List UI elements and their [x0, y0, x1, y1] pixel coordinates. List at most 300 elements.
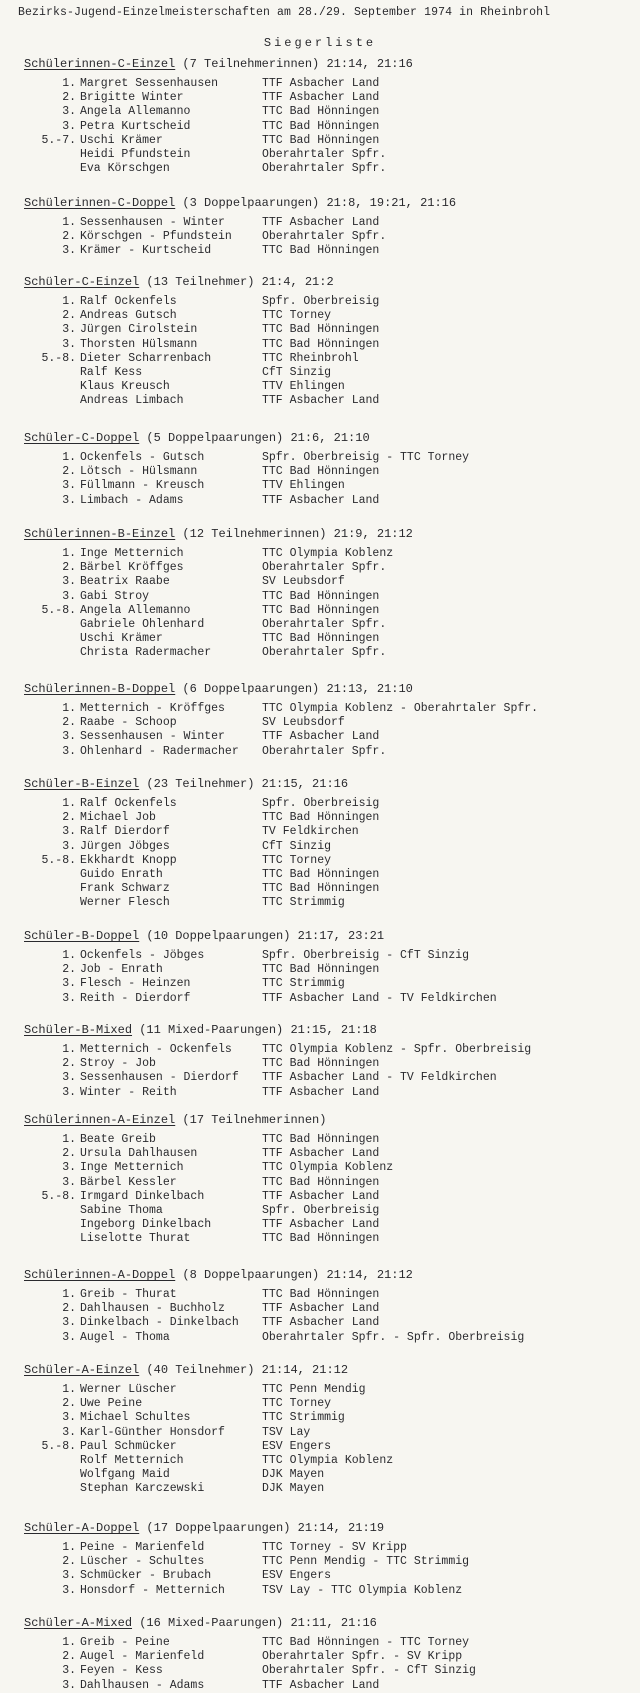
result-row	[0, 1086, 640, 1100]
club-name: TTC Bad Hönningen	[262, 465, 380, 479]
section-heading	[24, 1616, 377, 1630]
player-name: Michael Schultes	[80, 1411, 191, 1425]
placement: 3.	[62, 1411, 76, 1425]
result-row	[0, 590, 640, 604]
player-name: Stroy - Job	[80, 1057, 156, 1071]
section-title: Schüler-C-Doppel	[24, 431, 140, 445]
section-heading	[24, 57, 413, 71]
player-name: Honsdorf - Metternich	[80, 1583, 225, 1597]
club-name: CfT Sinzig	[262, 839, 332, 853]
placement: 3.	[62, 1175, 76, 1189]
result-row	[0, 1468, 640, 1482]
club-name: Spfr. Oberbreisig	[262, 295, 380, 308]
player-name: Andreas Gutsch	[80, 309, 177, 323]
placement: 2.	[62, 561, 76, 575]
player-name: Stephan Karczewski	[80, 1482, 205, 1496]
section-heading	[24, 682, 413, 696]
player-name: Greib - Thurat	[80, 1288, 177, 1301]
result-row	[0, 575, 640, 589]
club-name: TTF Asbacher Land	[262, 493, 380, 507]
result-row	[0, 91, 640, 105]
placement: 3.	[62, 323, 76, 337]
club-name: TTC Bad Hönningen	[262, 1057, 380, 1071]
player-name: Füllmann - Kreusch	[80, 479, 205, 493]
placement: 3.	[62, 493, 76, 507]
result-row	[0, 1383, 640, 1397]
placement: 2.	[62, 1302, 76, 1316]
result-row	[0, 120, 640, 134]
player-name: Uschi Krämer	[80, 632, 163, 646]
club-name: Oberahrtaler Spfr.	[262, 561, 387, 575]
player-name: Ralf Ockenfels	[80, 295, 177, 308]
club-name: ESV Engers	[262, 1439, 332, 1453]
section-heading	[24, 527, 413, 541]
placement: 1.	[62, 1288, 76, 1301]
player-name: Bärbel Kröffges	[80, 561, 184, 575]
club-name: TTC Bad Hönningen	[262, 323, 380, 337]
player-name: Beate Greib	[80, 1133, 156, 1146]
placement: 1.	[62, 216, 76, 229]
result-row	[0, 702, 640, 716]
player-name: Uwe Peine	[80, 1397, 143, 1411]
club-name: TTC Olympia Koblenz	[262, 547, 394, 560]
club-name: TTC Torney	[262, 309, 332, 323]
placement: 3.	[62, 730, 76, 744]
club-name: TTF Asbacher Land	[262, 1316, 380, 1330]
player-name: Raabe - Schoop	[80, 716, 177, 730]
player-name: Ralf Kess	[80, 366, 143, 379]
player-name: Angela Allemanno	[80, 105, 191, 119]
placement: 5.-8.	[41, 1439, 76, 1453]
placement: 1.	[62, 797, 76, 810]
club-name: Oberahrtaler Spfr. - SV Kripp	[262, 1650, 463, 1664]
placement: 3.	[62, 1330, 76, 1344]
section-title: Schülerinnen-B-Einzel	[24, 527, 176, 541]
placement: 3.	[62, 1664, 76, 1678]
player-name: Brigitte Winter	[80, 91, 184, 105]
player-name: Andreas Limbach	[80, 394, 184, 408]
result-row	[0, 1397, 640, 1411]
placement: 5.-8.	[41, 603, 76, 617]
placement: 3.	[62, 1678, 76, 1692]
placement: 2.	[62, 716, 76, 730]
club-name: TTF Asbacher Land	[262, 77, 380, 90]
section-heading	[24, 929, 384, 943]
club-name: TTF Asbacher Land	[262, 730, 380, 744]
placement: 3.	[62, 1161, 76, 1175]
player-name: Ekkhardt Knopp	[80, 853, 177, 867]
club-name: TTF Asbacher Land	[262, 1678, 380, 1692]
placement: 1.	[62, 702, 76, 715]
player-name: Augel - Marienfeld	[80, 1650, 205, 1664]
club-name: Oberahrtaler Spfr.	[262, 744, 387, 758]
result-row	[0, 882, 640, 896]
result-row	[0, 868, 640, 882]
club-name: TTC Bad Hönningen	[262, 119, 380, 133]
player-name: Limbach - Adams	[80, 493, 184, 507]
section-heading	[24, 196, 456, 210]
player-name: Sabine Thoma	[80, 1204, 163, 1217]
club-name: TTC Bad Hönningen	[262, 1232, 380, 1246]
player-name: Ockenfels - Jöbges	[80, 949, 205, 962]
placement: 1.	[62, 1541, 76, 1554]
placement: 5.-8.	[41, 351, 76, 365]
club-name: TTF Asbacher Land	[262, 1218, 380, 1232]
result-row	[0, 896, 640, 910]
club-name: Spfr. Oberbreisig - TTC Torney	[262, 451, 470, 464]
section-info: (23 Teilnehmer) 21:15, 21:16	[139, 777, 349, 791]
section-heading	[24, 1023, 377, 1037]
placement: 2.	[62, 1650, 76, 1664]
player-name: Greib - Peine	[80, 1636, 170, 1649]
result-row	[0, 134, 640, 148]
player-name: Job - Enrath	[80, 963, 163, 977]
player-name: Werner Flesch	[80, 896, 170, 910]
result-row	[0, 811, 640, 825]
player-name: Ingeborg Dinkelbach	[80, 1218, 212, 1232]
document-subtitle: Siegerliste	[263, 36, 377, 50]
player-name: Schmücker - Brubach	[80, 1569, 212, 1583]
player-name: Metternich - Ockenfels	[80, 1043, 232, 1056]
club-name: TTC Bad Hönningen	[262, 1175, 380, 1189]
placement: 2.	[62, 963, 76, 977]
result-row	[0, 840, 640, 854]
club-name: TTC Olympia Koblenz	[262, 1161, 394, 1175]
result-row	[0, 963, 640, 977]
section-heading	[24, 1521, 384, 1535]
player-name: Lötsch - Hülsmann	[80, 465, 198, 479]
result-row	[0, 1043, 640, 1057]
club-name: TTC Bad Hönningen	[262, 603, 380, 617]
result-row	[0, 479, 640, 493]
player-name: Liselotte Thurat	[80, 1232, 191, 1246]
placement: 2.	[62, 811, 76, 825]
section-heading	[24, 275, 334, 289]
player-name: Ockenfels - Gutsch	[80, 451, 205, 464]
player-name: Paul Schmücker	[80, 1439, 177, 1453]
section-info: (13 Teilnehmer) 21:4, 21:2	[139, 275, 334, 289]
placement: 2.	[62, 91, 76, 105]
club-name: TTC Bad Hönningen	[262, 963, 380, 977]
section-title: Schülerinnen-A-Doppel	[24, 1268, 176, 1282]
club-name: TV Feldkirchen	[262, 825, 359, 839]
player-name: Guido Enrath	[80, 868, 163, 881]
player-name: Petra Kurtscheid	[80, 119, 191, 133]
player-name: Dinkelbach - Dinkelbach	[80, 1316, 239, 1330]
club-name: ESV Engers	[262, 1569, 332, 1583]
result-row	[0, 352, 640, 366]
club-name: Oberahrtaler Spfr.	[262, 646, 387, 660]
player-name: Ralf Ockenfels	[80, 797, 177, 810]
player-name: Sessenhausen - Winter	[80, 216, 225, 229]
result-row	[0, 730, 640, 744]
club-name: TTF Asbacher Land - TV Feldkirchen	[262, 991, 497, 1005]
placement: 5.-8.	[41, 853, 76, 867]
placement: 3.	[62, 977, 76, 991]
club-name: TTC Bad Hönningen	[262, 811, 380, 825]
result-row	[0, 77, 640, 91]
player-name: Ralf Dierdorf	[80, 825, 170, 839]
placement: 2.	[62, 309, 76, 323]
club-name: TTC Olympia Koblenz	[262, 1454, 394, 1467]
player-name: Ursula Dahlhausen	[80, 1147, 198, 1161]
document-header: Bezirks-Jugend-Einzelmeisterschaften am 28./29. September 1974 in Rheinbrohl	[18, 6, 551, 19]
placement: 2.	[62, 1555, 76, 1569]
club-name: Spfr. Oberbreisig	[262, 797, 380, 810]
placement: 1.	[62, 1636, 76, 1649]
section-title: Schüler-A-Mixed	[24, 1616, 133, 1630]
placement: 3.	[62, 1316, 76, 1330]
club-name: TTF Asbacher Land	[262, 91, 380, 105]
player-name: Winter - Reith	[80, 1085, 177, 1099]
placement: 1.	[62, 295, 76, 308]
placement: 3.	[62, 744, 76, 758]
club-name: TTF Asbacher Land	[262, 1085, 380, 1099]
club-name: Oberahrtaler Spfr.	[262, 162, 387, 176]
section-heading	[24, 777, 348, 791]
club-name: TTC Bad Hönningen	[262, 337, 380, 351]
player-name: Peine - Marienfeld	[80, 1541, 205, 1554]
section-title: Schüler-A-Doppel	[24, 1521, 140, 1535]
player-name: Dahlhausen - Adams	[80, 1678, 205, 1692]
section-title: Schüler-A-Einzel	[24, 1363, 140, 1377]
player-name: Inge Metternich	[80, 1161, 184, 1175]
result-row	[0, 1650, 640, 1664]
club-name: TTC Torney	[262, 1397, 332, 1411]
player-name: Feyen - Kess	[80, 1664, 163, 1678]
result-row	[0, 1218, 640, 1232]
section-info: (17 Doppelpaarungen) 21:14, 21:19	[139, 1521, 385, 1535]
result-row	[0, 1232, 640, 1246]
section-info: (12 Teilnehmerinnen) 21:9, 21:12	[175, 527, 413, 541]
club-name: DJK Mayen	[262, 1482, 325, 1496]
placement: 3.	[62, 479, 76, 493]
placement: 2.	[62, 465, 76, 479]
result-row	[0, 1204, 640, 1218]
player-name: Sessenhausen - Winter	[80, 730, 225, 744]
club-name: TTC Strimmig	[262, 1411, 345, 1425]
club-name: TTF Asbacher Land - TV Feldkirchen	[262, 1071, 497, 1085]
club-name: TTF Asbacher Land	[262, 1302, 380, 1316]
section-title: Schüler-B-Einzel	[24, 777, 140, 791]
section-title: Schüler-B-Mixed	[24, 1023, 133, 1037]
result-row	[0, 604, 640, 618]
result-row	[0, 309, 640, 323]
placement: 5.-7.	[41, 133, 76, 147]
result-row	[0, 1679, 640, 1693]
player-name: Augel - Thoma	[80, 1330, 170, 1344]
result-row	[0, 1664, 640, 1678]
player-name: Krämer - Kurtscheid	[80, 244, 212, 258]
placement: 3.	[62, 1425, 76, 1439]
result-row	[0, 1302, 640, 1316]
section-heading	[24, 431, 370, 445]
player-name: Margret Sessenhausen	[80, 77, 219, 90]
player-name: Michael Job	[80, 811, 156, 825]
section-title: Schülerinnen-C-Einzel	[24, 57, 176, 71]
result-row	[0, 451, 640, 465]
club-name: TTC Bad Hönningen	[262, 632, 380, 646]
club-name: TTF Asbacher Land	[262, 1189, 380, 1203]
section-info: (40 Teilnehmer) 21:14, 21:12	[139, 1363, 349, 1377]
result-row	[0, 162, 640, 176]
result-row	[0, 1426, 640, 1440]
result-row	[0, 1440, 640, 1454]
result-row	[0, 338, 640, 352]
player-name: Dahlhausen - Buchholz	[80, 1302, 225, 1316]
club-name: TTF Asbacher Land	[262, 394, 380, 408]
placement: 3.	[62, 337, 76, 351]
placement: 2.	[62, 230, 76, 244]
placement: 3.	[62, 839, 76, 853]
section-title: Schülerinnen-A-Einzel	[24, 1113, 176, 1127]
result-row	[0, 854, 640, 868]
player-name: Thorsten Hülsmann	[80, 337, 198, 351]
club-name: Oberahrtaler Spfr. - CfT Sinzig	[262, 1664, 476, 1678]
player-name: Klaus Kreusch	[80, 380, 170, 394]
result-row	[0, 1057, 640, 1071]
section-title: Schülerinnen-C-Doppel	[24, 196, 176, 210]
player-name: Flesch - Heinzen	[80, 977, 191, 991]
club-name: TTC Bad Hönningen	[262, 1288, 380, 1301]
player-name: Heidi Pfundstein	[80, 148, 191, 161]
club-name: TTC Bad Hönningen	[262, 589, 380, 603]
club-name: TTC Torney	[262, 853, 332, 867]
result-row	[0, 105, 640, 119]
result-row	[0, 1071, 640, 1085]
result-row	[0, 1176, 640, 1190]
player-name: Bärbel Kessler	[80, 1175, 177, 1189]
placement: 2.	[62, 1397, 76, 1411]
result-row	[0, 380, 640, 394]
placement: 3.	[62, 575, 76, 589]
result-row	[0, 992, 640, 1006]
club-name: TTC Penn Mendig - TTC Strimmig	[262, 1555, 470, 1569]
player-name: Werner Lüscher	[80, 1383, 177, 1396]
result-row	[0, 1541, 640, 1555]
section-info: (7 Teilnehmerinnen) 21:14, 21:16	[175, 57, 413, 71]
result-row	[0, 230, 640, 244]
club-name: TTV Ehlingen	[262, 380, 345, 394]
player-name: Gabi Stroy	[80, 589, 150, 603]
result-row	[0, 148, 640, 162]
section-heading	[24, 1363, 348, 1377]
result-row	[0, 716, 640, 730]
section-info: (17 Teilnehmerinnen)	[175, 1113, 327, 1127]
club-name: TTC Strimmig	[262, 977, 345, 991]
player-name: Lüscher - Schultes	[80, 1555, 205, 1569]
result-row	[0, 977, 640, 991]
club-name: TTC Rheinbrohl	[262, 351, 359, 365]
result-row	[0, 646, 640, 660]
player-name: Rolf Metternich	[80, 1454, 184, 1467]
club-name: TTC Bad Hönningen	[262, 868, 380, 881]
player-name: Reith - Dierdorf	[80, 991, 191, 1005]
placement: 1.	[62, 1133, 76, 1146]
result-row	[0, 1454, 640, 1468]
club-name: TSV Lay - TTC Olympia Koblenz	[262, 1583, 463, 1597]
club-name: SV Leubsdorf	[262, 575, 345, 589]
placement: 3.	[62, 244, 76, 258]
club-name: TTC Bad Hönningen - TTC Torney	[262, 1636, 470, 1649]
section-info: (16 Mixed-Paarungen) 21:11, 21:16	[132, 1616, 377, 1630]
section-info: (11 Mixed-Paarungen) 21:15, 21:18	[132, 1023, 377, 1037]
result-row	[0, 1288, 640, 1302]
section-info: (10 Doppelpaarungen) 21:17, 23:21	[139, 929, 385, 943]
club-name: Oberahrtaler Spfr.	[262, 148, 387, 161]
player-name: Eva Körschgen	[80, 162, 170, 176]
result-row	[0, 618, 640, 632]
result-row	[0, 1316, 640, 1330]
placement: 3.	[62, 589, 76, 603]
placement: 1.	[62, 1043, 76, 1056]
result-row	[0, 1190, 640, 1204]
result-row	[0, 1636, 640, 1650]
player-name: Metternich - Kröffges	[80, 702, 225, 715]
result-row	[0, 949, 640, 963]
club-name: CfT Sinzig	[262, 366, 332, 379]
result-row	[0, 797, 640, 811]
player-name: Sessenhausen - Dierdorf	[80, 1071, 239, 1085]
club-name: TTC Olympia Koblenz - Oberahrtaler Spfr.	[262, 702, 539, 715]
player-name: Inge Metternich	[80, 547, 184, 560]
result-row	[0, 494, 640, 508]
club-name: TTV Ehlingen	[262, 479, 345, 493]
player-name: Gabriele Ohlenhard	[80, 618, 205, 631]
placement: 3.	[62, 1569, 76, 1583]
section-info: (3 Doppelpaarungen) 21:8, 19:21, 21:16	[175, 196, 457, 210]
placement: 3.	[62, 1085, 76, 1099]
section-info: (8 Doppelpaarungen) 21:14, 21:12	[175, 1268, 413, 1282]
player-name: Jürgen Jöbges	[80, 839, 170, 853]
result-row	[0, 825, 640, 839]
club-name: Spfr. Oberbreisig - CfT Sinzig	[262, 949, 470, 962]
result-row	[0, 1555, 640, 1569]
placement: 3.	[62, 1071, 76, 1085]
result-row	[0, 547, 640, 561]
placement: 1.	[62, 949, 76, 962]
placement: 1.	[62, 1383, 76, 1396]
player-name: Christa Radermacher	[80, 646, 212, 660]
placement: 2.	[62, 1147, 76, 1161]
player-name: Körschgen - Pfundstein	[80, 230, 232, 244]
result-row	[0, 1147, 640, 1161]
section-title: Schüler-C-Einzel	[24, 275, 140, 289]
player-name: Karl-Günther Honsdorf	[80, 1425, 225, 1439]
placement: 5.-8.	[41, 1189, 76, 1203]
club-name: Oberahrtaler Spfr.	[262, 618, 387, 631]
result-row	[0, 366, 640, 380]
club-name: TTC Penn Mendig	[262, 1383, 366, 1396]
club-name: DJK Mayen	[262, 1468, 325, 1482]
placement: 3.	[62, 105, 76, 119]
placement: 3.	[62, 991, 76, 1005]
player-name: Uschi Krämer	[80, 133, 163, 147]
player-name: Ohlenhard - Radermacher	[80, 744, 239, 758]
club-name: Oberahrtaler Spfr. - Spfr. Oberbreisig	[262, 1330, 525, 1344]
result-row	[0, 1569, 640, 1583]
player-name: Jürgen Cirolstein	[80, 323, 198, 337]
club-name: Oberahrtaler Spfr.	[262, 230, 387, 244]
result-row	[0, 1161, 640, 1175]
result-row	[0, 1584, 640, 1598]
result-row	[0, 1411, 640, 1425]
placement: 3.	[62, 825, 76, 839]
club-name: TTC Strimmig	[262, 896, 345, 910]
club-name: TTC Bad Hönningen	[262, 1133, 380, 1146]
club-name: TTC Bad Hönningen	[262, 882, 380, 896]
player-name: Beatrix Raabe	[80, 575, 170, 589]
